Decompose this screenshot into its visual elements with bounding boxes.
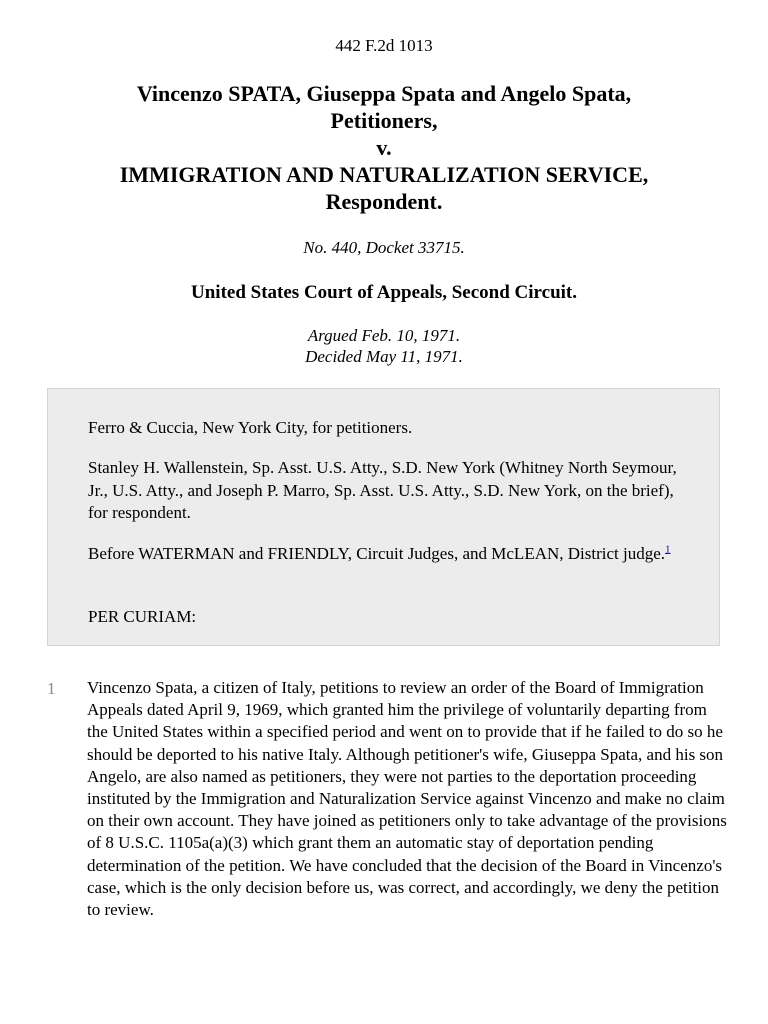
counsel-petitioners: Ferro & Cuccia, New York City, for petitioners.	[88, 418, 413, 437]
argued-date: Argued Feb. 10, 1971.	[307, 326, 461, 345]
caption-petitioners-names: Vincenzo SPATA, Giuseppa Spata and Angelo Spata,	[136, 81, 632, 106]
caption-petitioners-label: Petitioners,	[330, 108, 438, 133]
case-citation: 442 F.2d 1013	[335, 36, 433, 55]
caption-respondent-name: IMMIGRATION AND NATURALIZATION SERVICE,	[119, 162, 649, 187]
paragraph-number: 1	[47, 679, 56, 698]
docket-number: No. 440, Docket 33715.	[303, 238, 465, 257]
court-name: United States Court of Appeals, Second Circuit.	[191, 282, 577, 303]
counsel-respondent: Stanley H. Wallenstein, Sp. Asst. U.S. Atty., S.D. New York (Whitney North Seymour, Jr., U.S. Atty., and Joseph P. Marro, Sp. Asst. U.S. Atty., S.D. New York, on the brief), for respondent.	[88, 458, 677, 522]
case-caption	[40, 80, 728, 215]
case-dates	[0, 325, 768, 367]
caption-versus: v.	[376, 135, 392, 160]
counsel-box	[47, 388, 720, 646]
caption-respondent-label: Respondent.	[325, 189, 443, 214]
opinion-paragraph: Vincenzo Spata, a citizen of Italy, petitions to review an order of the Board of Immigration Appeals dated April 9, 1969, which granted him the privilege of voluntarily departing from the United States within a specified period and went on to provide that if he failed to do so he should be deported to his native Italy. Although petitioner's wife, Giuseppa Spata, and his son Angelo, are also named as petitioners, they were not parties to the deportation proceeding instituted by the Immigration and Naturalization Service against Vincenzo and make no claim on their own account. They have joined as petitioners only to take advantage of the provisions of 8 U.S.C. 1105a(a)(3) which grant them an automatic stay of deportation pending determination of the petition. We have concluded that the decision of the Board in Vincenzo's case, which is the only decision before us, was correct, and accordingly, we deny the petition to review.	[87, 678, 727, 920]
footnote-link[interactable]: 1	[665, 543, 671, 556]
per-curiam-heading: PER CURIAM:	[88, 607, 197, 626]
decided-date: Decided May 11, 1971.	[305, 347, 463, 366]
panel-text: Before WATERMAN and FRIENDLY, Circuit Judges, and McLEAN, District judge.	[88, 544, 666, 563]
panel-judges	[88, 543, 688, 566]
